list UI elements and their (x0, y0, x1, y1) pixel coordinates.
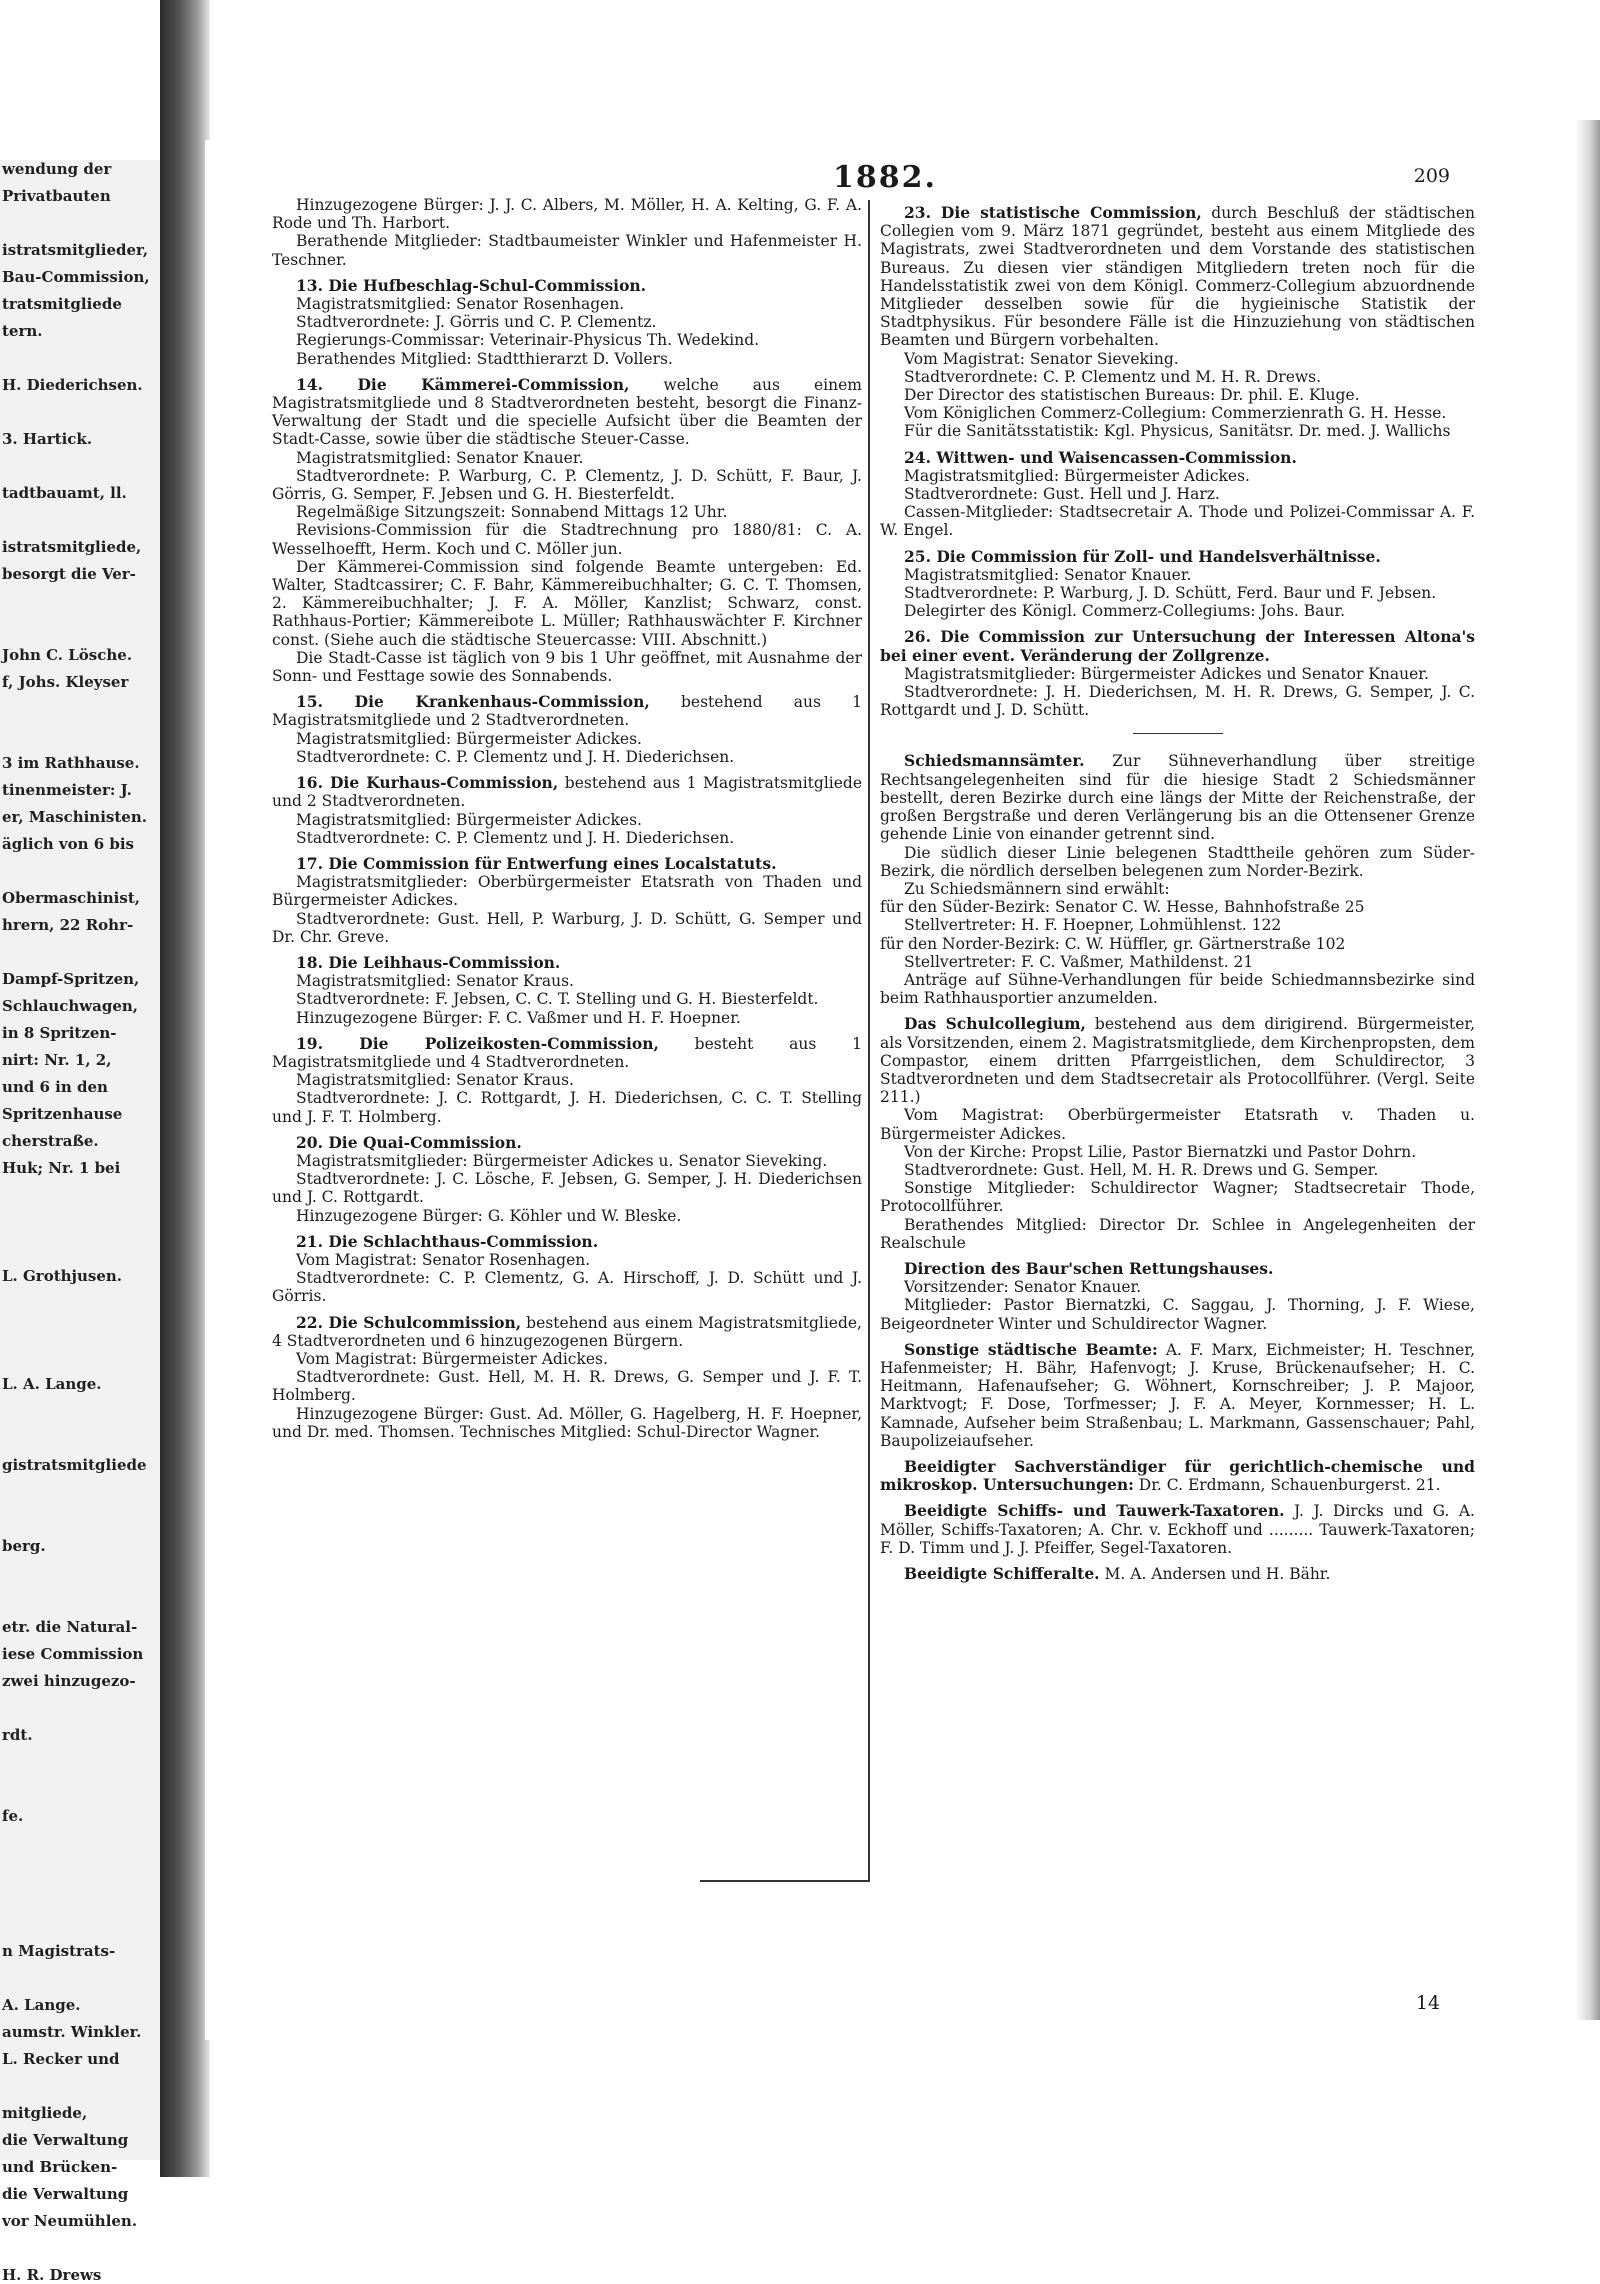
section-entry (272, 1233, 862, 1251)
left-fragment-line: tadtbauamt, ll. (2, 484, 127, 502)
text-line: Stadtverordnete: P. Warburg, C. P. Clementz, J. D. Schütt, F. Baur, J. Görris, G. Semper, F. Jebsen und G. H. Biesterfeldt. (272, 466, 862, 504)
page-edge (1575, 120, 1600, 2020)
section-title: 24. Wittwen- und Waisencassen-Commission. (904, 447, 1297, 467)
section-text: Dr. C. Erdmann, Schauenburgerst. 21. (1133, 1476, 1441, 1495)
text-line: Delegirter des Königl. Commerz-Collegiums: Johs. Baur. (904, 602, 1346, 621)
section-separator (1133, 733, 1223, 734)
left-fragment-line: Huk; Nr. 1 bei (2, 1159, 121, 1177)
section-title: 25. Die Commission für Zoll- und Handelsverhältnisse. (904, 546, 1381, 566)
section-title: Beeidigte Schifferalte. (904, 1564, 1100, 1584)
text-line: Stellvertreter: F. C. Vaßmer, Mathildenst. 21 (904, 952, 1254, 971)
section-entry (880, 1565, 1475, 1583)
column-divider (868, 200, 870, 1880)
left-fragment-line: Spritzenhause (2, 1105, 123, 1123)
section-text: besteht aus 1 Magistratsmitgliede und 4 Stadtverordneten. (272, 1034, 863, 1071)
left-fragment-line: L. Grothjusen. (2, 1267, 122, 1285)
signature-number: 14 (1415, 1992, 1440, 2014)
text-line: Von der Kirche: Propst Lilie, Pastor Biernatzki und Pastor Dohrn. (904, 1142, 1417, 1161)
left-fragment-line: tinenmeister: J. (2, 781, 132, 799)
text-line: Der Kämmerei-Commission sind folgende Beamte untergeben: Ed. Walter, Stadtcassirer; C. F. Bahr, Kämmereibuchhalter; G. C. T. Thomsen, 2. Kämmereibuchhalter; J. F. A. Möller, Kanzlist; Schwarz, const. Rathhaus-Portier; Kämmereibote L. Müller; Rathhauswächter F. Kirchner const. (Siehe auch die städtische Steuercasse: VIII. Abschnitt.) (272, 557, 862, 649)
section-entry (272, 693, 862, 729)
text-line: Stadtverordnete: C. P. Clementz und J. H. Diederichsen. (296, 747, 735, 766)
left-fragment-line: tern. (2, 322, 43, 340)
left-column (272, 196, 862, 1441)
left-fragment-line: Schlauchwagen, (2, 997, 139, 1015)
text-line: Magistratsmitglieder: Bürgermeister Adickes u. Senator Sieveking. (296, 1151, 828, 1170)
section-title: Beeidigte Schiffs- und Tauwerk-Taxatoren. (904, 1501, 1285, 1521)
text-line: Sonstige Mitglieder: Schuldirector Wagner; Stadtsecretair Thode, Protocollführer. (880, 1179, 1475, 1216)
left-fragment-line: H. Diederichsen. (2, 376, 143, 394)
text-line: Der Director des statistischen Bureaus: Dr. phil. E. Kluge. (904, 386, 1360, 405)
section-entry (272, 1035, 862, 1071)
left-fragment-line: H. R. Drews (2, 2266, 102, 2284)
text-line: Regelmäßige Sitzungszeit: Sonnabend Mittags 12 Uhr. (296, 503, 728, 522)
text-line: Stadtverordnete: J. C. Lösche, F. Jebsen, G. Semper, J. H. Diederichsen und J. C. Rottgardt. (272, 1170, 862, 1207)
section-entry (880, 1260, 1475, 1278)
text-line: Stadtverordnete: J. H. Diederichsen, M. H. R. Drews, G. Semper, J. C. Rottgardt und J. D. Schütt. (880, 683, 1475, 720)
left-fragment-line: äglich von 6 bis (2, 835, 135, 853)
text-line: Vom Königlichen Commerz-Collegium: Commerzienrath G. H. Hesse. (904, 404, 1447, 423)
section-text: bestehend aus einem Magistratsmitgliede, 4 Stadtverordneten und 6 hinzugezogenen Bürgern. (272, 1313, 862, 1350)
section-entry (272, 376, 862, 449)
left-fragment-line: L. Recker und (2, 2050, 120, 2068)
section-text: bestehend aus dem dirigirend. Bürgermeister, als Vorsitzenden, einem 2. Magistratsmitgliede, dem Kirchenpropsten, dem Compastor, einem dritten Pfarrgeistlichen, dem Schuldirector, 3 Stadtverordneten und dem Stadtsecretair als Protocollführer. (Vergl. Seite 211.) (880, 1015, 1475, 1107)
section-entry (880, 1458, 1475, 1494)
text-line: Die Stadt-Casse ist täglich von 9 bis 1 Uhr geöffnet, mit Ausnahme der Sonn- und Festtage sowie des Sonnabends. (272, 648, 862, 686)
text-line: Zu Schiedsmännern sind erwählt: (904, 879, 1170, 898)
section-text: J. J. Dircks und G. A. Möller, Schiffs-Taxatoren; A. Chr. v. Eckhoff und ......... Tauwerk-Taxatoren; F. D. Timm und J. J. Pfeiffer, Segel-Taxatoren. (880, 1502, 1475, 1557)
section-title: 14. Die Kämmerei-Commission, (296, 374, 630, 394)
section-entry (272, 855, 862, 873)
text-line: Magistratsmitglieder: Bürgermeister Adickes und Senator Knauer. (904, 664, 1429, 683)
section-entry (880, 628, 1475, 664)
left-fragment-line: f, Johs. Kleyser (2, 673, 129, 691)
left-fragment-line: mitgliede, (2, 2104, 88, 2122)
text-line: Magistratsmitglied: Bürgermeister Adickes. (296, 729, 642, 748)
left-fragment-line: etr. die Natural- (2, 1618, 138, 1636)
left-fragment-line: gistratsmitgliede (2, 1456, 147, 1474)
left-fragment-line: John C. Lösche. (2, 646, 133, 664)
left-fragment-line: die Verwaltung (2, 2131, 129, 2149)
text-line: Magistratsmitglied: Bürgermeister Adickes. (904, 466, 1250, 485)
left-fragment-line: Dampf-Spritzen, (2, 970, 140, 988)
text-line: für den Norder-Bezirk: C. W. Hüffler, gr. Gärtnerstraße 102 (880, 934, 1346, 953)
bottom-rule (700, 1880, 870, 1882)
section-entry (272, 954, 862, 972)
text-line: Magistratsmitglied: Senator Kraus. (296, 1071, 574, 1090)
left-fragment-line: besorgt die Ver- (2, 565, 136, 583)
text-line: Vorsitzender: Senator Knauer. (904, 1278, 1142, 1297)
section-title: 18. Die Leihhaus-Commission. (296, 952, 561, 972)
header-year: 1882. (833, 160, 937, 195)
left-fragment-line: nirt: Nr. 1, 2, (2, 1051, 112, 1069)
left-fragment-line: und Brücken- (2, 2158, 118, 2176)
book-gutter-shadow (160, 0, 210, 2177)
text-line: Regierungs-Commissar: Veterinair-Physicus Th. Wedekind. (296, 331, 760, 350)
section-entry (880, 1341, 1475, 1450)
text-line: Magistratsmitglied: Senator Kraus. (296, 972, 574, 991)
text-line: Magistratsmitglieder: Oberbürgermeister Etatsrath von Thaden und Bürgermeister Adickes. (272, 873, 862, 910)
text-line: Revisions-Commission für die Stadtrechnung pro 1880/81: C. A. Wesselhoefft, Herm. Koch und C. Möller jun. (272, 521, 862, 558)
text-line: Für die Sanitätsstatistik: Kgl. Physicus, Sanitätsr. Dr. med. J. Wallichs (904, 422, 1451, 441)
section-title: 19. Die Polizeikosten-Commission, (296, 1033, 659, 1053)
text-line: Stadtverordnete: C. P. Clementz und M. H. R. Drews. (904, 367, 1322, 386)
text-line: Berathendes Mitglied: Director Dr. Schlee in Angelegenheiten der Realschule (880, 1215, 1475, 1252)
text-line: Magistratsmitglied: Senator Knauer. (296, 448, 584, 467)
text-line: Hinzugezogene Bürger: G. Köhler und W. Bleske. (296, 1206, 682, 1225)
section-text: bestehend aus 1 Magistratsmitgliede und 2 Stadtverordneten. (272, 693, 862, 730)
section-text: welche aus einem Magistratsmitgliede und 8 Stadtverordneten besteht, besorgt die Finanz-Verwaltung der Stadt und die specielle Aufsicht über die Beamten der Stadt-Casse, sowie über die städtische Steuer-Casse. (272, 375, 862, 449)
text-line: Stadtverordnete: C. P. Clementz, G. A. Hirschoff, J. D. Schütt und J. Görris. (272, 1269, 862, 1306)
section-title: 17. Die Commission für Entwerfung eines Localstatuts. (296, 853, 777, 873)
left-fragment-line: wendung der (2, 160, 112, 178)
left-fragment-line: zwei hinzugezo- (2, 1672, 136, 1690)
section-text: M. A. Andersen und H. Bähr. (1099, 1565, 1331, 1584)
text-line: Stadtverordnete: J. C. Rottgardt, J. H. Diederichsen, C. C. T. Stelling und J. F. T. Holmberg. (272, 1089, 862, 1126)
section-text: A. F. Marx, Eichmeister; H. Teschner, Hafenmeister; H. Bähr, Hafenvogt; J. Kruse, Brückenaufseher; H. C. Heitmann, Hafenaufseher; G. Wöhnert, Kornschreiber; J. P. Majoor, Marktvogt; F. Dose, Torfmesser; J. F. A. Meyer, Kornmesser; H. L. Kamnade, Aufseher beim Straßenbau; L. Markmann, Gassenschauer; Pahl, Baupolizeiaufseher. (880, 1340, 1475, 1450)
left-page-fragment (0, 160, 160, 2284)
section-entry (880, 1502, 1475, 1557)
text-line: Vom Magistrat: Senator Sieveking. (904, 349, 1179, 368)
text-line: Hinzugezogene Bürger: Gust. Ad. Möller, G. Hagelberg, H. F. Hoepner, und Dr. med. Thomsen. Technisches Mitglied: Schul-Director Wagner. (272, 1404, 862, 1441)
text-line: Anträge auf Sühne-Verhandlungen für beide Schiedmannsbezirke sind beim Rathhausportier anzumelden. (880, 970, 1475, 1008)
text-line: Stadtverordnete: C. P. Clementz und J. H. Diederichsen. (296, 828, 735, 847)
left-fragment-line: Privatbauten (2, 187, 111, 205)
left-fragment-line: aumstr. Winkler. (2, 2023, 142, 2041)
section-title: Beeidigter Sachverständiger für gerichtlich-chemische und mikroskop. Untersuchungen: (880, 1457, 1475, 1495)
section-entry (272, 1134, 862, 1152)
left-fragment-line: und 6 in den (2, 1078, 108, 1096)
text-line: Magistratsmitglied: Senator Rosenhagen. (296, 295, 625, 314)
left-fragment-line: istratsmitglieder, (2, 241, 149, 259)
section-entry (272, 277, 862, 295)
left-fragment-line: iese Commission (2, 1645, 144, 1663)
text-line: Stadtverordnete: Gust. Hell, M. H. R. Drews, G. Semper und J. F. T. Holmberg. (272, 1368, 862, 1405)
left-fragment-line: vor Neumühlen. (2, 2212, 138, 2230)
text-line: Mitglieder: Pastor Biernatzki, C. Saggau, J. Thorning, J. F. Wiese, Beigeordneter Winter und Schuldirector Wagner. (880, 1296, 1475, 1333)
section-title: Direction des Baur'schen Rettungshauses. (904, 1258, 1274, 1278)
left-fragment-line: 3. Hartick. (2, 430, 93, 448)
section-entry (880, 204, 1475, 350)
text-line: Cassen-Mitglieder: Stadtsecretair A. Thode und Polizei-Commissar A. F. W. Engel. (880, 503, 1475, 540)
left-fragment-line: fe. (2, 1807, 24, 1825)
text-line: Stadtverordnete: P. Warburg, J. D. Schütt, Ferd. Baur und F. Jebsen. (904, 584, 1437, 603)
text-line: Vom Magistrat: Senator Rosenhagen. (296, 1250, 591, 1269)
section-title: Das Schulcollegium, (904, 1014, 1086, 1034)
right-column (880, 196, 1475, 1583)
text-line: Stadtverordnete: Gust. Hell, M. H. R. Drews und G. Semper. (904, 1160, 1379, 1179)
text-line: Vom Magistrat: Oberbürgermeister Etatsrath v. Thaden u. Bürgermeister Adickes. (880, 1106, 1475, 1143)
left-fragment-line: n Magistrats- (2, 1942, 116, 1960)
text-line: Berathendes Mitglied: Stadtthierarzt D. Vollers. (296, 349, 673, 368)
text-line: Stadtverordnete: Gust. Hell, P. Warburg, J. D. Schütt, G. Semper und Dr. Chr. Greve. (272, 909, 862, 946)
left-fragment-line: Obermaschinist, (2, 889, 140, 907)
section-entry (880, 449, 1475, 467)
left-fragment-line: A. Lange. (2, 1996, 81, 2014)
section-title: 23. Die statistische Commission, (904, 203, 1202, 222)
left-fragment-line: er, Maschinisten. (2, 808, 147, 826)
section-title: 15. Die Krankenhaus-Commission, (296, 692, 650, 712)
section-text: Zur Sühneverhandlung über streitige Rechtsangelegenheiten sind für die hiesige Stadt 2 Schiedsmänner bestellt, deren Bezirke durch eine längs der Mitte der Reichenstraße, der großen Bergstraße und deren Verlängerung bis an die Ottensener Grenze gehende Linie von einander getrennt sind. (880, 752, 1475, 844)
page-number: 209 (1413, 165, 1450, 187)
section-title: 21. Die Schlachthaus-Commission. (296, 1231, 599, 1251)
text-line: Hinzugezogene Bürger: F. C. Vaßmer und H. F. Hoepner. (296, 1008, 741, 1027)
section-text: bestehend aus 1 Magistratsmitgliede und 2 Stadtverordneten. (272, 774, 862, 811)
left-fragment-line: L. A. Lange. (2, 1375, 102, 1393)
section-entry (272, 774, 862, 810)
section-entry (880, 752, 1475, 843)
left-fragment-line: hrern, 22 Rohr- (2, 916, 134, 934)
text-line: Hinzugezogene Bürger: J. J. C. Albers, M. Möller, H. A. Kelting, G. F. A. Rode und Th. Harbort. (272, 196, 862, 233)
left-fragment-line: tratsmitgliede (2, 295, 122, 313)
left-fragment-line: berg. (2, 1537, 46, 1555)
left-fragment-line: 3 im Rathhause. (2, 754, 140, 772)
left-fragment-line: cherstraße. (2, 1132, 99, 1150)
section-title: 16. Die Kurhaus-Commission, (296, 773, 559, 793)
left-fragment-line: in 8 Spritzen- (2, 1024, 117, 1042)
section-title: 26. Die Commission zur Untersuchung der Interessen Altona's bei einer event. Veränderung der Zollgrenze. (880, 627, 1475, 665)
left-fragment-line: die Verwaltung (2, 2185, 129, 2203)
text-line: Berathende Mitglieder: Stadtbaumeister Winkler und Hafenmeister H. Teschner. (272, 232, 862, 269)
left-fragment-line: rdt. (2, 1726, 33, 1744)
text-line: Stadtverordnete: F. Jebsen, C. C. T. Stelling und G. H. Biesterfeldt. (296, 990, 819, 1009)
text-line: Magistratsmitglied: Bürgermeister Adickes. (296, 810, 642, 829)
text-line: Stadtverordnete: J. Görris und C. P. Clementz. (296, 313, 657, 332)
text-line: Stadtverordnete: Gust. Hell und J. Harz. (904, 485, 1220, 504)
section-entry (272, 1314, 862, 1350)
section-title: 22. Die Schulcommission, (296, 1312, 522, 1332)
section-title: 13. Die Hufbeschlag-Schul-Commission. (296, 275, 647, 295)
text-line: Stellvertreter: H. F. Hoepner, Lohmühlenst. 122 (904, 916, 1282, 935)
section-title: Sonstige städtische Beamte: (904, 1339, 1158, 1359)
section-entry (880, 1015, 1475, 1106)
left-fragment-line: istratsmitgliede, (2, 538, 142, 556)
section-title: 20. Die Quai-Commission. (296, 1132, 522, 1152)
section-text: durch Beschluß der städtischen Collegien vom 9. März 1871 gegründet, besteht aus einem Mitgliede des Magistrats, zwei Stadtverordneten und dem Vorstande des statistischen Bureaus. Zu diesen vier ständigen Mitgliedern treten noch für die Handelsstatistik zwei von dem Königl. Commerz-Collegium abzuordnende Mitglieder desselben sowie für die hygieinische Statistik der Stadtphysikus. Für besondere Fälle ist die Hinzuziehung von städtischen Beamten und Bürgern vorbehalten. (880, 204, 1475, 350)
left-fragment-line: Bau-Commission, (2, 268, 150, 286)
section-entry (880, 548, 1475, 566)
text-line: Vom Magistrat: Bürgermeister Adickes. (296, 1349, 608, 1368)
text-line: Magistratsmitglied: Senator Knauer. (904, 565, 1192, 584)
text-line: für den Süder-Bezirk: Senator C. W. Hesse, Bahnhofstraße 25 (880, 898, 1365, 917)
text-line: Die südlich dieser Linie belegenen Stadttheile gehören zum Süder-Bezirk, die nördlich derselben belegenen zum Norder-Bezirk. (880, 843, 1475, 880)
section-title: Schiedsmannsämter. (904, 751, 1085, 771)
